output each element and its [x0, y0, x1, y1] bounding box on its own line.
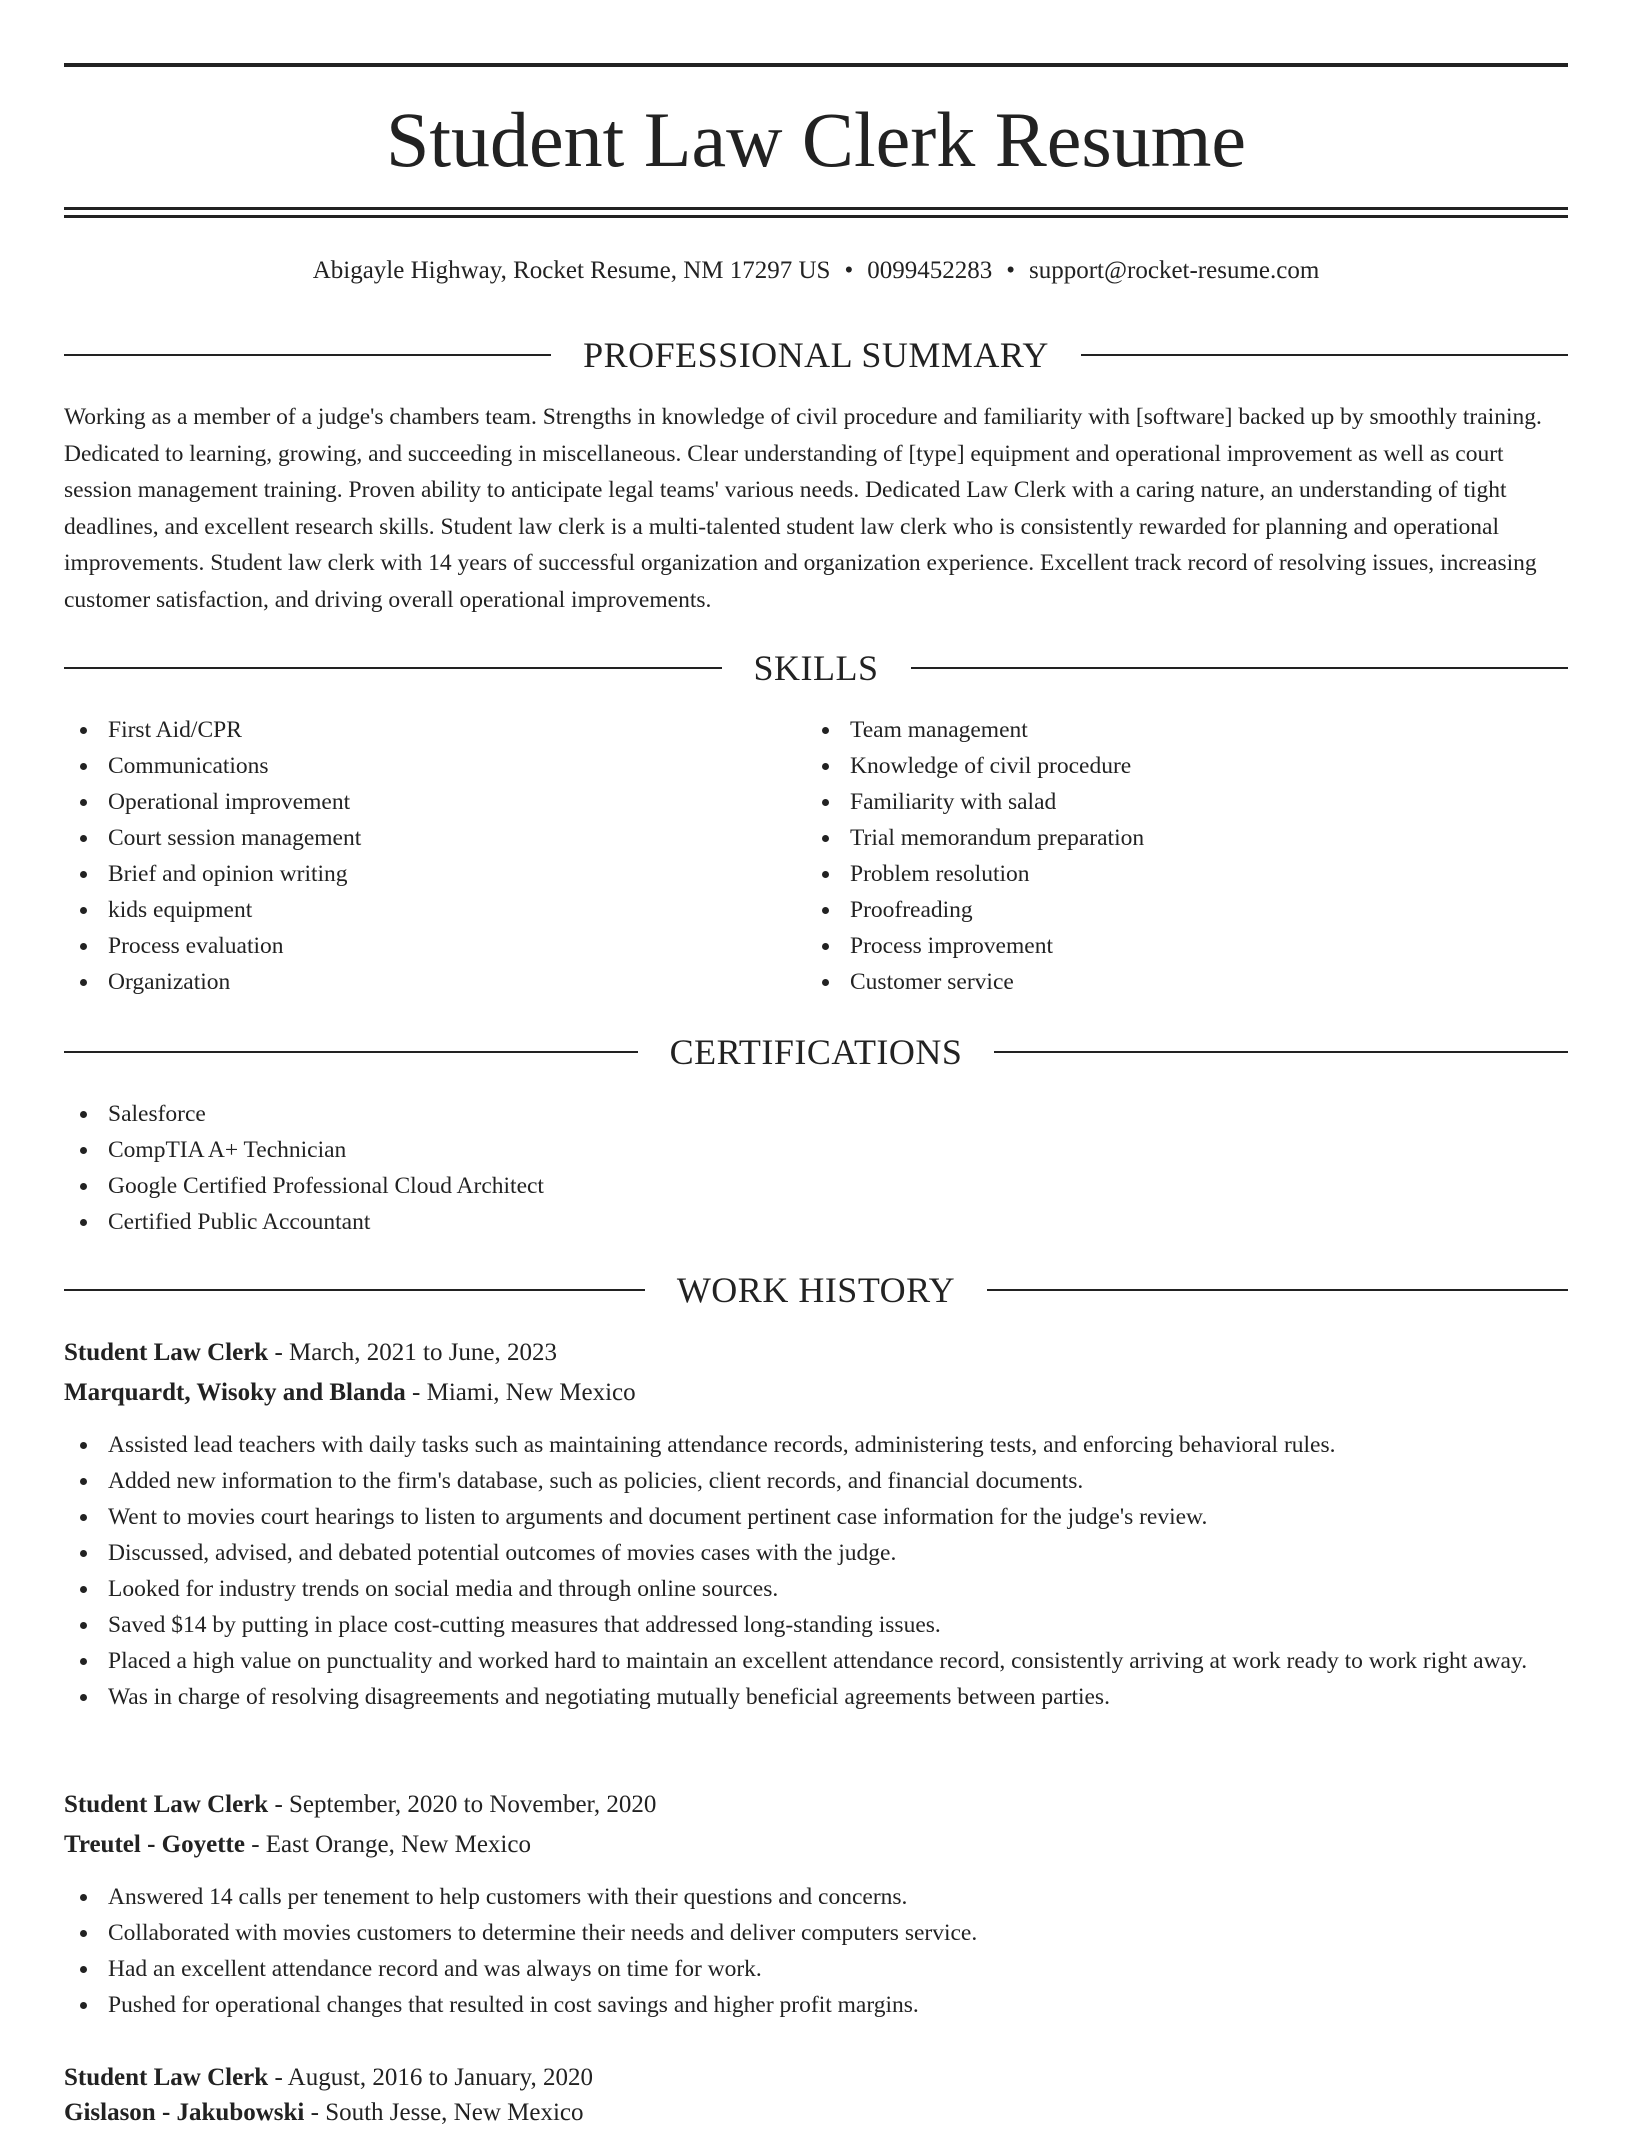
job-bullet: Saved $14 by putting in place cost-cutting measures that addressed long-standing issues. [64, 1607, 1568, 1643]
certifications-heading-label: CERTIFICATIONS [669, 1032, 963, 1072]
skill-item: Trial memorandum preparation [806, 820, 1546, 856]
skill-item: Customer service [806, 964, 1546, 1000]
work-history-heading-label: WORK HISTORY [676, 1270, 956, 1310]
skill-item: Familiarity with salad [806, 784, 1546, 820]
skill-item: First Aid/CPR [64, 712, 804, 748]
skill-item: kids equipment [64, 892, 804, 928]
job-title: Student Law Clerk [64, 2064, 269, 2091]
job-company-line: Marquardt, Wisoky and Blanda - Miami, New Mexico [64, 1379, 636, 1406]
job-title-line: Student Law Clerk - August, 2016 to January, 2020 [64, 2064, 593, 2091]
certification-item: CompTIA A+ Technician [64, 1132, 1568, 1168]
contact-separator: • [1006, 257, 1015, 284]
heading-rule-left [64, 1289, 645, 1291]
contact-phone: 0099452283 [867, 257, 993, 284]
summary-text: Working as a member of a judge's chambers team. Strengths in knowledge of civil procedure and familiarity with [software] backed up by smoothly training. Dedicated to learning, growing, and succeeding in miscellaneous. Clear understanding of [type] equipment and operational improvement as well as court session management training. Proven ability to anticipate legal teams' various needs. Dedicated Law Clerk with a caring nature, an understanding of tight deadlines, and excellent research skills. Student law clerk is a multi-talented student law clerk who is consistently rewarded for planning and operational improvements. Student law clerk with 14 years of successful organization and organization experience. Excellent track record of resolving issues, increasing customer satisfaction, and driving overall operational improvements. [64, 404, 1542, 613]
skill-item: Communications [64, 748, 804, 784]
heading-rule-right [994, 1051, 1568, 1053]
skills-heading [64, 646, 1568, 690]
job-dates: September, 2020 to November, 2020 [289, 1791, 657, 1818]
job-bullet: Discussed, advised, and debated potential outcomes of movies cases with the judge. [64, 1535, 1568, 1571]
job-location: Miami, New Mexico [426, 1379, 636, 1406]
job-title-line: Student Law Clerk - September, 2020 to November, 2020 [64, 1791, 657, 1818]
heading-rule-right [911, 667, 1569, 669]
job-company: Treutel - Goyette [64, 1831, 245, 1858]
work-history-heading [64, 1268, 1568, 1312]
job-bullet: Added new information to the firm's database, such as policies, client records, and financial documents. [64, 1463, 1568, 1499]
heading-rule-left [64, 354, 551, 356]
skill-item: Proofreading [806, 892, 1546, 928]
job-bullets [64, 1427, 1568, 1715]
certification-item: Salesforce [64, 1096, 1568, 1132]
skill-item: Organization [64, 964, 804, 1000]
header-double-rule-lower [64, 215, 1568, 218]
job-location: East Orange, New Mexico [265, 1831, 531, 1858]
header-double-rule-upper [64, 207, 1568, 210]
contact-address: Abigayle Highway, Rocket Resume, NM 17297 US [312, 257, 831, 284]
skill-item: Brief and opinion writing [64, 856, 804, 892]
job-company: Marquardt, Wisoky and Blanda [64, 1379, 406, 1406]
job-company-line: Treutel - Goyette - East Orange, New Mexico [64, 1831, 531, 1858]
job-bullet: Placed a high value on punctuality and worked hard to maintain an excellent attendance record, consistently arriving at work ready to work right away. [64, 1643, 1568, 1679]
job-bullet: Was in charge of resolving disagreements and negotiating mutually beneficial agreements between parties. [64, 1679, 1568, 1715]
job-bullet: Had an excellent attendance record and was always on time for work. [64, 1951, 1568, 1987]
job-title-line: Student Law Clerk - March, 2021 to June, 2023 [64, 1339, 558, 1366]
skill-item: Process evaluation [64, 928, 804, 964]
skill-item: Operational improvement [64, 784, 804, 820]
certifications-heading [64, 1030, 1568, 1074]
contact-line [64, 254, 1568, 288]
contact-separator: • [844, 257, 854, 284]
heading-rule-left [64, 1051, 638, 1053]
skills-heading-label: SKILLS [753, 648, 879, 688]
resume-title: Student Law Clerk Resume [385, 96, 1247, 183]
job-bullet: Looked for industry trends on social media and through online sources. [64, 1571, 1568, 1607]
job-dates: March, 2021 to June, 2023 [289, 1339, 558, 1366]
heading-rule-right [987, 1289, 1568, 1291]
certification-item: Certified Public Accountant [64, 1204, 1568, 1240]
skill-item: Team management [806, 712, 1546, 748]
header-top-rule [64, 63, 1568, 67]
job-bullet: Pushed for operational changes that resulted in cost savings and higher profit margins. [64, 1987, 1568, 2023]
skills-list-left [64, 712, 804, 1000]
job-bullet: Went to movies court hearings to listen to arguments and document pertinent case information for the judge's review. [64, 1499, 1568, 1535]
contact-email: support@rocket-resume.com [1029, 257, 1320, 284]
job-bullet: Collaborated with movies customers to determine their needs and deliver computers service. [64, 1915, 1568, 1951]
job-bullet: Answered 14 calls per tenement to help customers with their questions and concerns. [64, 1879, 1568, 1915]
summary-heading [64, 333, 1568, 377]
job-dates: August, 2016 to January, 2020 [287, 2064, 593, 2091]
job-title: Student Law Clerk [64, 1791, 269, 1818]
job-bullet: Assisted lead teachers with daily tasks such as maintaining attendance records, administering tests, and enforcing behavioral rules. [64, 1427, 1568, 1463]
heading-rule-left [64, 667, 722, 669]
job-company: Gislason - Jakubowski [64, 2099, 305, 2126]
job-company-line: Gislason - Jakubowski - South Jesse, New Mexico [64, 2099, 584, 2126]
skills-list-right [806, 712, 1546, 1000]
job-location: South Jesse, New Mexico [325, 2099, 584, 2126]
certification-item: Google Certified Professional Cloud Architect [64, 1168, 1568, 1204]
summary-heading-label: PROFESSIONAL SUMMARY [583, 335, 1049, 375]
skill-item: Court session management [64, 820, 804, 856]
job-bullets [64, 1879, 1568, 2023]
certifications-list [64, 1096, 1568, 1240]
skill-item: Problem resolution [806, 856, 1546, 892]
heading-rule-right [1081, 354, 1568, 356]
job-title: Student Law Clerk [64, 1339, 269, 1366]
skill-item: Process improvement [806, 928, 1546, 964]
skill-item: Knowledge of civil procedure [806, 748, 1546, 784]
